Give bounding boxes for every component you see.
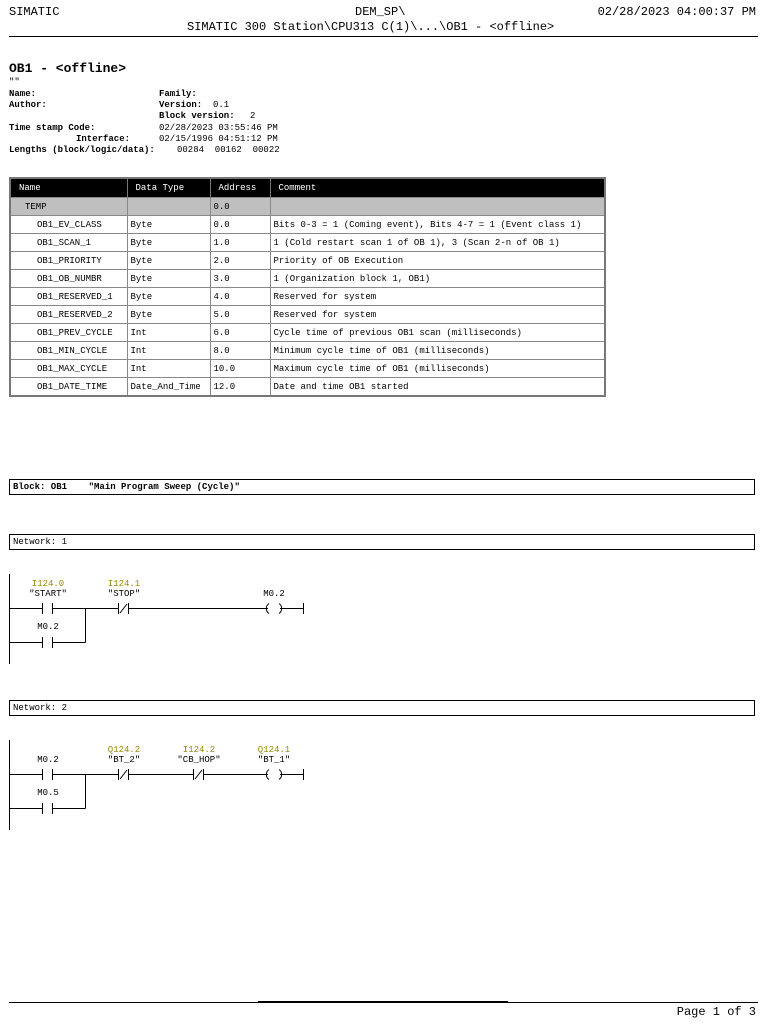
header-path: SIMATIC 300 Station\CPU313 C(1)\...\OB1 - <offline>	[187, 20, 555, 34]
n1-no-contact-start	[43, 603, 53, 614]
cell-comment: Reserved for system	[270, 306, 605, 324]
n2-nc-contact-bt2	[119, 769, 129, 780]
header-datetime: 02/28/2023 04:00:37 PM	[597, 5, 756, 19]
table-row	[10, 216, 605, 234]
cell-type: Byte	[127, 234, 210, 252]
header-rule	[9, 36, 758, 37]
cell-type	[127, 198, 210, 216]
cell-address: 0.0	[210, 198, 270, 216]
cell-address: 3.0	[210, 270, 270, 288]
author-label: Author:	[9, 100, 47, 110]
n2-parallel-address: M0.5	[37, 788, 59, 798]
cell-comment: Reserved for system	[270, 288, 605, 306]
block-quote: ""	[9, 77, 20, 87]
table-row	[10, 306, 605, 324]
cell-address: 5.0	[210, 306, 270, 324]
n1-coil	[266, 604, 281, 614]
n1-contact2-address: I124.1	[107, 579, 141, 589]
table-row	[10, 270, 605, 288]
cell-name: OB1_SCAN_1	[10, 234, 127, 252]
table-row	[10, 324, 605, 342]
n1-contact1-address: I124.0	[31, 579, 65, 589]
col-header-type: Data Type	[127, 178, 210, 198]
n2-contact3-address: I124.2	[182, 745, 216, 755]
cell-type: Byte	[127, 306, 210, 324]
col-header-address: Address	[210, 178, 270, 198]
block-version-label: Block version:	[159, 111, 235, 121]
table-row-temp	[10, 198, 605, 216]
variable-table	[9, 177, 606, 397]
cell-address: 4.0	[210, 288, 270, 306]
cell-type: Byte	[127, 270, 210, 288]
version-value: 0.1	[213, 100, 230, 110]
cell-name: OB1_OB_NUMBR	[10, 270, 127, 288]
interface-label: Interface:	[76, 134, 131, 144]
n1-nc-contact-stop	[119, 603, 129, 614]
header-project: DEM_SP\	[355, 5, 406, 19]
version-label: Version:	[159, 100, 203, 110]
cell-type: Byte	[127, 252, 210, 270]
n1-no-contact-m02	[43, 637, 53, 648]
cell-type: Int	[127, 324, 210, 342]
cell-comment: Maximum cycle time of OB1 (milliseconds)	[270, 360, 605, 378]
cell-address: 0.0	[210, 216, 270, 234]
family-label: Family:	[159, 89, 197, 99]
cell-name: OB1_MIN_CYCLE	[10, 342, 127, 360]
cell-comment: 1 (Organization block 1, OB1)	[270, 270, 605, 288]
footer-rule-accent	[258, 1001, 508, 1003]
cell-name: OB1_DATE_TIME	[10, 378, 127, 397]
block-bar-label: Block: OB1	[13, 482, 68, 492]
n1-coil-address: M0.2	[263, 589, 285, 599]
network-2-header: Network: 2	[9, 700, 755, 716]
block-title: OB1 - <offline>	[9, 61, 127, 76]
n2-no-contact-m05	[43, 803, 53, 814]
network-2-ladder	[0, 736, 320, 836]
cell-name: OB1_RESERVED_2	[10, 306, 127, 324]
n2-contact2-address: Q124.2	[107, 745, 141, 755]
cell-comment: Cycle time of previous OB1 scan (milliseconds)	[270, 324, 605, 342]
cell-comment: Date and time OB1 started	[270, 378, 605, 397]
cell-address: 12.0	[210, 378, 270, 397]
table-row	[10, 360, 605, 378]
col-header-name: Name	[10, 178, 127, 198]
cell-address: 1.0	[210, 234, 270, 252]
cell-type: Int	[127, 360, 210, 378]
cell-type: Date_And_Time	[127, 378, 210, 397]
table-row	[10, 252, 605, 270]
block-version-value: 2	[250, 111, 256, 121]
interface-value: 02/15/1996 04:51:12 PM	[159, 134, 278, 144]
n1-contact1-symbol: "START"	[29, 589, 67, 599]
cell-address: 2.0	[210, 252, 270, 270]
cell-comment	[270, 198, 605, 216]
n1-parallel-address: M0.2	[37, 622, 59, 632]
table-row	[10, 234, 605, 252]
name-label: Name:	[9, 89, 37, 99]
n2-coil-address: Q124.1	[257, 745, 291, 755]
timestamp-label: Time stamp Code:	[9, 123, 96, 133]
table-header-row	[10, 178, 605, 198]
timestamp-value: 02/28/2023 03:55:46 PM	[159, 123, 278, 133]
n2-coil	[266, 770, 281, 780]
cell-name: OB1_EV_CLASS	[10, 216, 127, 234]
col-header-comment: Comment	[270, 178, 605, 198]
cell-name: OB1_PREV_CYCLE	[10, 324, 127, 342]
block-bar	[9, 479, 755, 495]
n1-contact2-symbol: "STOP"	[107, 589, 141, 599]
table-row	[10, 288, 605, 306]
cell-name: OB1_MAX_CYCLE	[10, 360, 127, 378]
cell-type: Byte	[127, 216, 210, 234]
n2-no-contact-m02	[43, 769, 53, 780]
n2-coil-symbol: "BT_1"	[257, 755, 291, 765]
cell-name: TEMP	[10, 198, 127, 216]
cell-comment: 1 (Cold restart scan 1 of OB 1), 3 (Scan 2-n of OB 1)	[270, 234, 605, 252]
cell-type: Int	[127, 342, 210, 360]
table-row	[10, 342, 605, 360]
n2-contact2-symbol: "BT_2"	[107, 755, 141, 765]
cell-comment: Minimum cycle time of OB1 (milliseconds)	[270, 342, 605, 360]
cell-address: 10.0	[210, 360, 270, 378]
cell-address: 8.0	[210, 342, 270, 360]
cell-address: 6.0	[210, 324, 270, 342]
network-1-ladder	[0, 570, 320, 670]
cell-name: OB1_PRIORITY	[10, 252, 127, 270]
header-left: SIMATIC	[9, 5, 60, 19]
cell-comment: Priority of OB Execution	[270, 252, 605, 270]
table-row	[10, 378, 605, 397]
network-1-header: Network: 1	[9, 534, 755, 550]
cell-comment: Bits 0-3 = 1 (Coming event), Bits 4-7 = 1 (Event class 1)	[270, 216, 605, 234]
lengths-label: Lengths (block/logic/data):	[9, 145, 155, 155]
n2-contact3-symbol: "CB_HOP"	[177, 755, 221, 765]
block-bar-comment: "Main Program Sweep (Cycle)"	[88, 482, 240, 492]
n2-nc-contact-cbhop	[194, 769, 204, 780]
cell-name: OB1_RESERVED_1	[10, 288, 127, 306]
lengths-value: 00284 00162 00022	[177, 145, 280, 155]
n2-contact1-address: M0.2	[37, 755, 59, 765]
cell-type: Byte	[127, 288, 210, 306]
page-number: Page 1 of 3	[676, 1005, 756, 1019]
